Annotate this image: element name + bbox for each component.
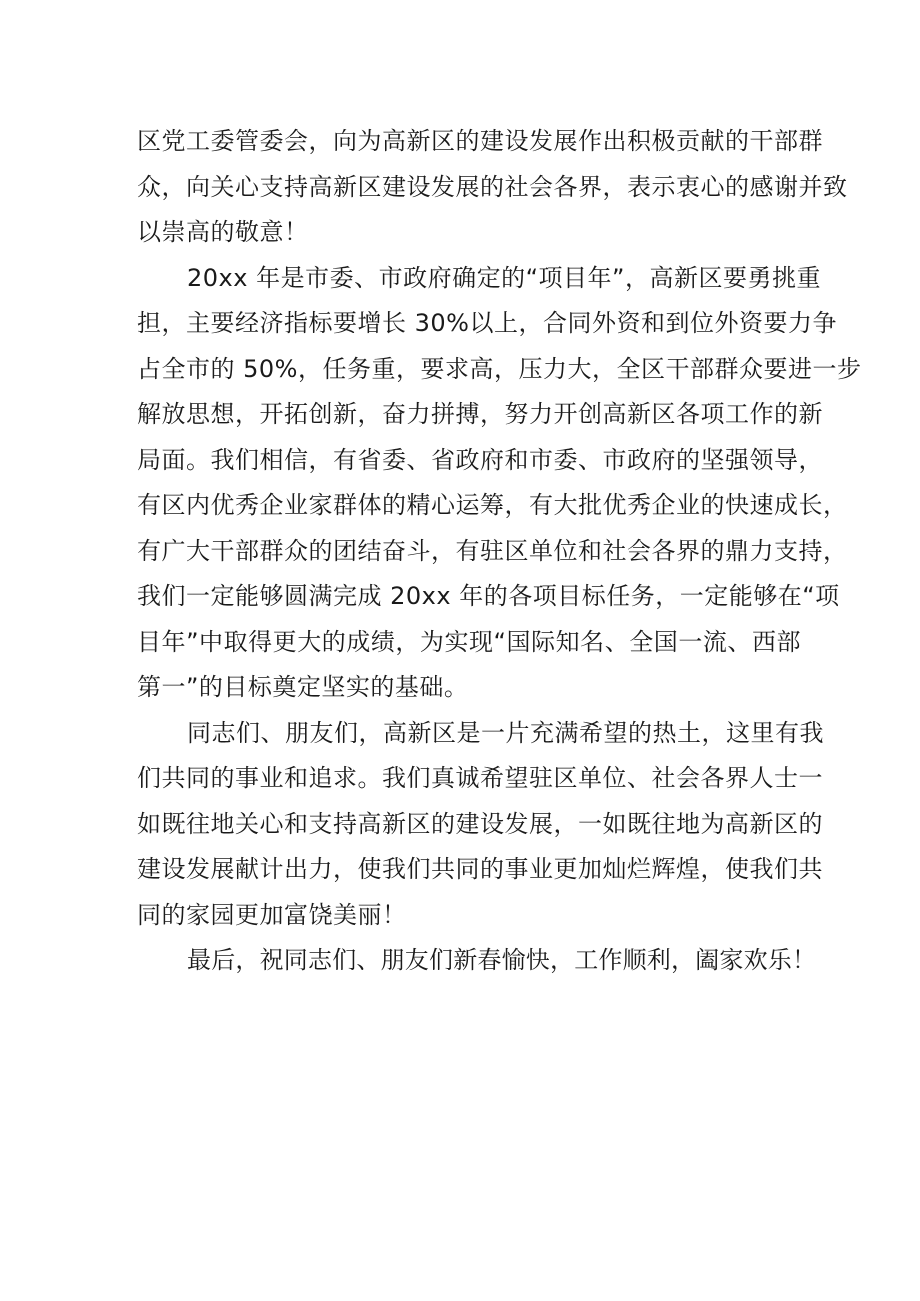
text-line: 第一”的目标奠定坚实的基础。 — [137, 673, 469, 701]
text-line: 同志们、朋友们，高新区是一片充满希望的热土，这里有我 — [187, 718, 824, 747]
text-line: 同的家园更加富饶美丽！ — [137, 900, 407, 929]
text-line: 20xx 年是市委、市政府确定的“项目年”，高新区要勇挑重 — [187, 263, 821, 292]
text-line: 担，主要经济指标要增长 30%以上，合同外资和到位外资要力争 — [137, 309, 837, 337]
paragraph-appeal — [137, 711, 824, 939]
text-line: 区党工委管委会，向为高新区的建设发展作出积极贡献的干部群 — [137, 127, 823, 155]
text-line: 有区内优秀企业家群体的精心运筹，有大批优秀企业的快速成长， — [137, 491, 848, 519]
text-line: 解放思想，开拓创新，奋力拼搏，努力开创高新区各项工作的新 — [137, 400, 823, 428]
text-line: 们共同的事业和追求。我们真诚希望驻区单位、社会各界人士一 — [137, 764, 823, 792]
text-line: 建设发展献计出力，使我们共同的事业更加灿烂辉煌，使我们共 — [137, 855, 823, 883]
paragraph-closing — [137, 938, 817, 984]
text-line: 占全市的 50%，任务重，要求高，压力大，全区干部群众要进一步 — [137, 354, 862, 383]
text-line: 目年”中取得更大的成绩，为实现“国际知名、全国一流、西部 — [137, 627, 801, 656]
text-line: 局面。我们相信，有省委、省政府和市委、市政府的坚强领导， — [137, 445, 823, 474]
document-body — [137, 119, 862, 984]
paragraph-thanks — [137, 119, 848, 256]
paragraph-project-year — [137, 256, 862, 711]
text-line: 如既往地关心和支持高新区的建设发展，一如既往地为高新区的 — [137, 809, 823, 838]
text-line: 最后，祝同志们、朋友们新春愉快，工作顺利，阖家欢乐！ — [187, 946, 817, 974]
text-line: 以崇高的敬意！ — [137, 218, 309, 246]
text-line: 众，向关心支持高新区建设发展的社会各界，表示衷心的感谢并致 — [137, 172, 848, 201]
text-line: 我们一定能够圆满完成 20xx 年的各项目标任务，一定能够在“项 — [137, 582, 840, 610]
text-line: 有广大干部群众的团结奋斗，有驻区单位和社会各界的鼎力支持， — [137, 536, 848, 565]
